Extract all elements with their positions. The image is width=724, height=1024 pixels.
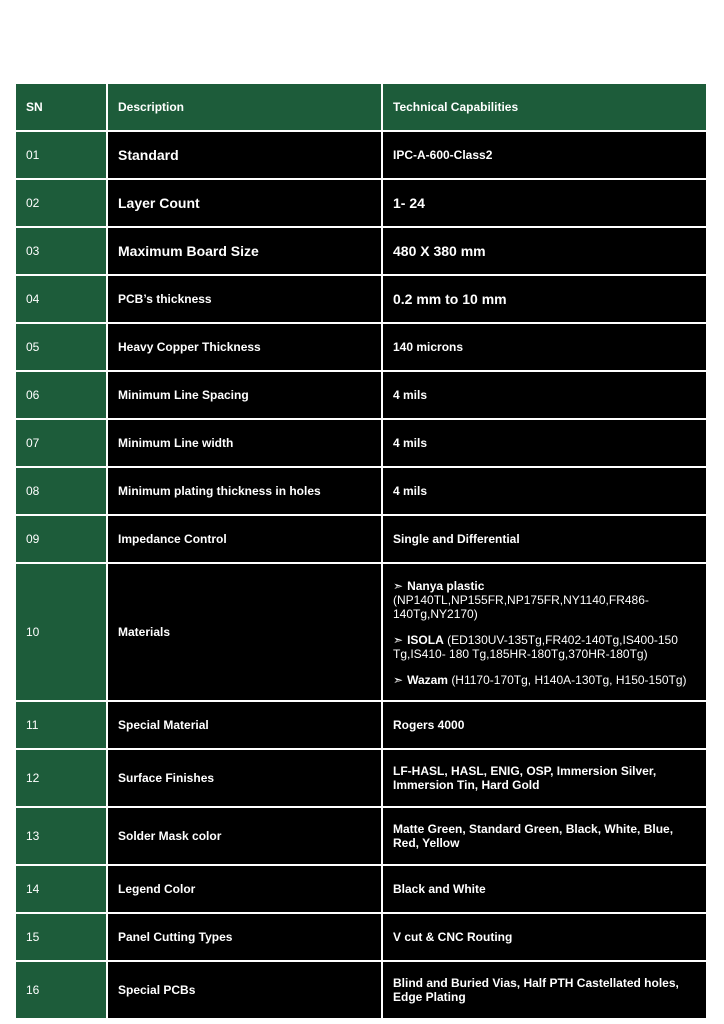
row-description: Heavy Copper Thickness [108,324,383,372]
row-capability: V cut & CNC Routing [383,914,708,962]
row-description: Special Material [108,702,383,750]
row-capability: Black and White [383,866,708,914]
row-sn: 09 [16,516,108,564]
material-name: Nanya plastic [407,579,485,593]
header-technical-capabilities: Technical Capabilities [383,84,708,132]
row-sn: 11 [16,702,108,750]
row-sn: 16 [16,962,108,1020]
materials-list [393,577,696,687]
material-detail: (NP140TL,NP155FR,NP175FR,NY1140,FR486-140Tg,NY2170) [393,593,649,621]
material-detail: (ED130UV-135Tg,FR402-140Tg,IS400-150 Tg,IS410- 180 Tg,185HR-180Tg,370HR-180Tg) [393,633,678,661]
row-sn: 06 [16,372,108,420]
row-capability: 4 mils [383,468,708,516]
arrow-icon: ➣ [393,673,404,687]
row-description: Legend Color [108,866,383,914]
row-capability: Single and Differential [383,516,708,564]
row-description: Panel Cutting Types [108,914,383,962]
material-name: ISOLA [407,633,444,647]
header-sn: SN [16,84,108,132]
row-sn: 13 [16,808,108,866]
row-description: Materials [108,564,383,702]
row-sn: 05 [16,324,108,372]
row-capability: LF-HASL, HASL, ENIG, OSP, Immersion Silver, Immersion Tin, Hard Gold [383,750,708,808]
row-capability: 480 X 380 mm [383,228,708,276]
row-capability: Matte Green, Standard Green, Black, White, Blue, Red, Yellow [383,808,708,866]
row-sn: 03 [16,228,108,276]
row-sn: 12 [16,750,108,808]
row-description: Minimum plating thickness in holes [108,468,383,516]
row-sn: 01 [16,132,108,180]
row-description: Special PCBs [108,962,383,1020]
row-description: Minimum Line Spacing [108,372,383,420]
row-capability: Blind and Buried Vias, Half PTH Castellated holes, Edge Plating [383,962,708,1020]
row-capability: 4 mils [383,372,708,420]
row-capability: 0.2 mm to 10 mm [383,276,708,324]
row-sn: 10 [16,564,108,702]
row-description: Solder Mask color [108,808,383,866]
row-description: Minimum Line width [108,420,383,468]
row-sn: 07 [16,420,108,468]
row-description: Maximum Board Size [108,228,383,276]
row-capability: IPC-A-600-Class2 [383,132,708,180]
material-item [393,633,696,661]
row-capability: 140 microns [383,324,708,372]
row-capability: Rogers 4000 [383,702,708,750]
arrow-icon: ➣ [393,579,404,593]
material-detail: (H1170-170Tg, H140A-130Tg, H150-150Tg) [451,673,687,687]
row-capability: 4 mils [383,420,708,468]
material-item [393,673,696,687]
header-description: Description [108,84,383,132]
row-description: Impedance Control [108,516,383,564]
material-name: Wazam [407,673,448,687]
row-sn: 08 [16,468,108,516]
row-description: Layer Count [108,180,383,228]
row-sn: 15 [16,914,108,962]
row-description: Surface Finishes [108,750,383,808]
materials-cell [383,564,708,702]
row-sn: 04 [16,276,108,324]
material-item [393,579,696,621]
row-sn: 02 [16,180,108,228]
row-description: PCB’s thickness [108,276,383,324]
capabilities-table [16,84,708,1020]
arrow-icon: ➣ [393,633,404,647]
row-sn: 14 [16,866,108,914]
row-description: Standard [108,132,383,180]
row-capability: 1- 24 [383,180,708,228]
